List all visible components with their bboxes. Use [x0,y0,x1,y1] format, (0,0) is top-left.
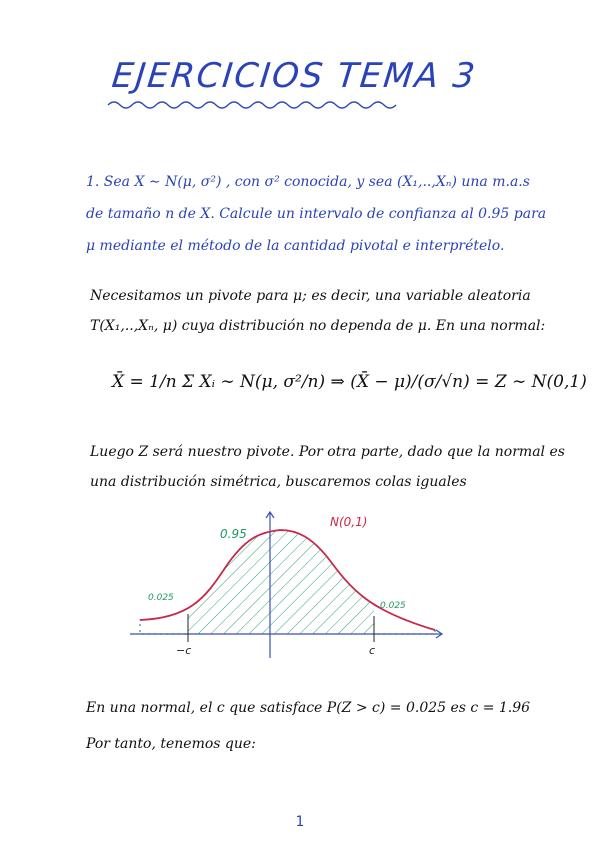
right-tail-label: 0.025 [380,601,406,611]
distribution-label: N(0,1) [330,515,368,529]
page-number: 1 [295,814,305,830]
pivot-formula: X̄ = 1/n Σ Xᵢ ∼ N(μ, σ²/n) ⇒ (X̄ − μ)/(σ/√n) = Z ∼ N(0,1) [112,372,587,392]
answer-line-3: Luego Z será nuestro pivote. Por otra parte, dado que la normal es [90,444,565,460]
exercise-line-1: 1. Sea X ∼ N(μ, σ²) , con σ² conocida, y sea (X₁,..,Xₙ) una m.a.s [86,174,530,190]
page-title: EJERCICIOS TEMA 3 [109,56,479,96]
answer-line-1: Necesitamos un pivote para μ; es decir, una variable aleatoria [90,288,531,304]
answer-line-5: En una normal, el c que satisface P(Z > c) = 0.025 es c = 1.96 [86,700,531,716]
answer-line-4: una distribución simétrica, buscaremos colas iguales [90,474,467,490]
right-critical-tick: c [369,644,376,657]
exercise-line-3: μ mediante el método de la cantidad pivotal e interprételo. [86,238,505,254]
title-underline [106,98,406,112]
normal-distribution-graph [120,508,450,668]
exercise-line-2: de tamaño n de X. Calcule un intervalo de confianza al 0.95 para [86,206,547,222]
answer-line-6: Por tanto, tenemos que: [86,736,256,752]
answer-line-2: T(X₁,..,Xₙ, μ) cuya distribución no dependa de μ. En una normal: [90,318,546,334]
center-area-label: 0.95 [220,527,247,541]
left-critical-tick: −c [176,644,192,657]
left-tail-label: 0.025 [148,593,174,603]
center-area [140,530,435,634]
